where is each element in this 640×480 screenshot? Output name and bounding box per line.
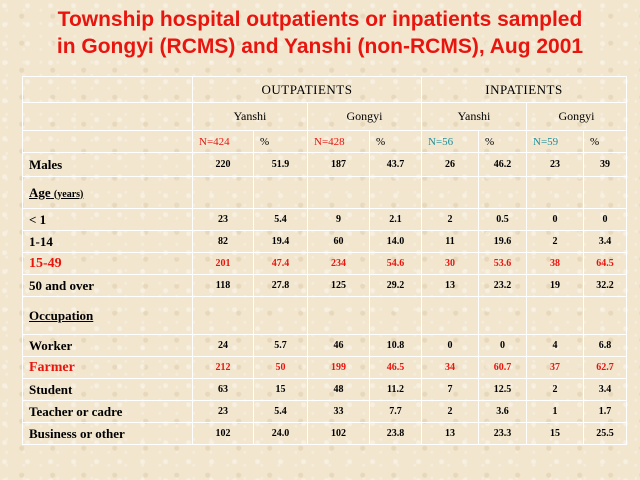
table-cell [479,297,527,335]
table-row [23,209,627,231]
table-cell [193,297,254,335]
row-label [23,177,193,209]
table-cell: 19.6 [479,231,527,253]
table-cell: 23 [193,401,254,423]
table-cell: 34 [422,357,479,379]
corner-cell [23,131,193,153]
table-cell: 13 [422,423,479,445]
table-row [23,401,627,423]
table-cell: 53.6 [479,253,527,275]
title-line-1: Township hospital outpatients or inpatients sampled [57,8,583,31]
table-cell: 5.4 [254,209,308,231]
row-label-text: Business or other [29,425,125,441]
table-cell: 199 [308,357,370,379]
patient-table [22,76,627,445]
table-cell: 27.8 [254,275,308,297]
table-cell: 3.6 [479,401,527,423]
table-row [23,335,627,357]
table-row [23,379,627,401]
out-gongyi-header: Gongyi [308,103,422,131]
row-label [23,153,193,177]
table-cell: 64.5 [584,253,627,275]
table-cell: 212 [193,357,254,379]
table-cell: 38 [527,253,584,275]
table-cell: 9 [308,209,370,231]
table-cell [527,177,584,209]
table-cell: 0 [584,209,627,231]
table-cell [254,297,308,335]
table-cell: 10.8 [370,335,422,357]
table-row [23,423,627,445]
table-cell: 6.8 [584,335,627,357]
table-cell: 201 [193,253,254,275]
table-cell: 2 [527,231,584,253]
table-cell: 0.5 [479,209,527,231]
table-cell: 3.4 [584,231,627,253]
pct-header: % [370,131,422,153]
corner-cell [23,77,193,103]
row-label [23,401,193,423]
table-cell: 60 [308,231,370,253]
table-cell: 82 [193,231,254,253]
table-row [23,357,627,379]
table-cell: 234 [308,253,370,275]
row-label-text: < 1 [29,211,47,227]
table-row [23,153,627,177]
inpatients-header: INPATIENTS [422,77,627,103]
table-cell: 14.0 [370,231,422,253]
table-cell: 50 [254,357,308,379]
table-cell: 25.5 [584,423,627,445]
table-cell [308,177,370,209]
row-label-text: 1-14 [29,233,53,249]
table-cell [370,297,422,335]
in-gongyi-header: Gongyi [527,103,627,131]
table-cell: 23.2 [479,275,527,297]
table-cell [422,297,479,335]
table-cell: 3.4 [584,379,627,401]
table-cell: 54.6 [370,253,422,275]
row-sublabel-text: (years) [53,188,84,200]
row-label-text: Worker [29,337,73,353]
out-yanshi-header: Yanshi [193,103,308,131]
table-cell: 62.7 [584,357,627,379]
table-cell: 63 [193,379,254,401]
table-cell: 51.9 [254,153,308,177]
in-yanshi-n: N=56 [422,131,479,153]
table-cell: 11 [422,231,479,253]
table-cell: 5.7 [254,335,308,357]
row-label-text: Farmer [29,359,75,375]
row-label-text: Occupation [29,307,94,323]
row-label-text: Males [29,156,63,172]
table-cell: 15 [254,379,308,401]
table-cell: 32.2 [584,275,627,297]
table-cell: 102 [308,423,370,445]
row-label-text: 15-49 [29,255,62,271]
table-cell: 46.5 [370,357,422,379]
table-cell: 118 [193,275,254,297]
table-cell [370,177,422,209]
table-cell: 33 [308,401,370,423]
title-line-2: in Gongyi (RCMS) and Yanshi (non-RCMS), Aug 2001 [56,35,584,58]
table-cell [254,177,308,209]
table-row [23,275,627,297]
table-cell: 23 [527,153,584,177]
table-cell: 2 [422,401,479,423]
row-label-text: 50 and over [29,277,94,293]
in-gongyi-n: N=59 [527,131,584,153]
table-cell: 24 [193,335,254,357]
table-cell: 48 [308,379,370,401]
table-cell: 0 [479,335,527,357]
table-cell [584,297,627,335]
n-header-row [23,131,627,153]
table-cell: 0 [527,209,584,231]
table-cell: 4 [527,335,584,357]
table-cell: 12.5 [479,379,527,401]
in-yanshi-header: Yanshi [422,103,527,131]
table-cell: 26 [422,153,479,177]
table-cell: 7 [422,379,479,401]
table-cell: 220 [193,153,254,177]
table-cell [193,177,254,209]
table-row [23,253,627,275]
table-cell: 0 [422,335,479,357]
pct-header: % [479,131,527,153]
table-cell [422,177,479,209]
table-cell: 1.7 [584,401,627,423]
row-label-text: Age [29,184,51,200]
table-cell: 30 [422,253,479,275]
table-cell [479,177,527,209]
pct-header: % [584,131,627,153]
table-cell: 43.7 [370,153,422,177]
group-header-row [23,77,627,103]
row-label [23,357,193,379]
table-cell: 2 [527,379,584,401]
row-label-text: Teacher or cadre [29,403,123,419]
table-cell: 102 [193,423,254,445]
table-cell: 19.4 [254,231,308,253]
table-cell: 11.2 [370,379,422,401]
row-label [23,379,193,401]
table-cell: 39 [584,153,627,177]
row-label [23,423,193,445]
slide-title [0,6,640,60]
table-row [23,177,627,209]
table-cell: 46.2 [479,153,527,177]
table-cell: 187 [308,153,370,177]
table-cell: 125 [308,275,370,297]
table-cell: 2 [422,209,479,231]
table-row [23,231,627,253]
table-cell: 23.3 [479,423,527,445]
row-label [23,275,193,297]
row-label [23,209,193,231]
table-cell: 2.1 [370,209,422,231]
table-cell: 46 [308,335,370,357]
table-cell: 5.4 [254,401,308,423]
table-cell [527,297,584,335]
table-cell: 23.8 [370,423,422,445]
pct-header: % [254,131,308,153]
table-cell: 24.0 [254,423,308,445]
table-cell: 37 [527,357,584,379]
row-label [23,231,193,253]
table-cell [308,297,370,335]
row-label [23,335,193,357]
corner-cell [23,103,193,131]
table-cell: 47.4 [254,253,308,275]
row-label [23,253,193,275]
table-cell: 7.7 [370,401,422,423]
table-cell [584,177,627,209]
location-header-row [23,103,627,131]
row-label [23,297,193,335]
out-yanshi-n: N=424 [193,131,254,153]
table-cell: 23 [193,209,254,231]
table-cell: 29.2 [370,275,422,297]
out-gongyi-n: N=428 [308,131,370,153]
table-row [23,297,627,335]
outpatients-header: OUTPATIENTS [193,77,422,103]
table-cell: 60.7 [479,357,527,379]
row-label-text: Student [29,381,73,397]
table-cell: 15 [527,423,584,445]
table-cell: 1 [527,401,584,423]
table-cell: 19 [527,275,584,297]
table-cell: 13 [422,275,479,297]
